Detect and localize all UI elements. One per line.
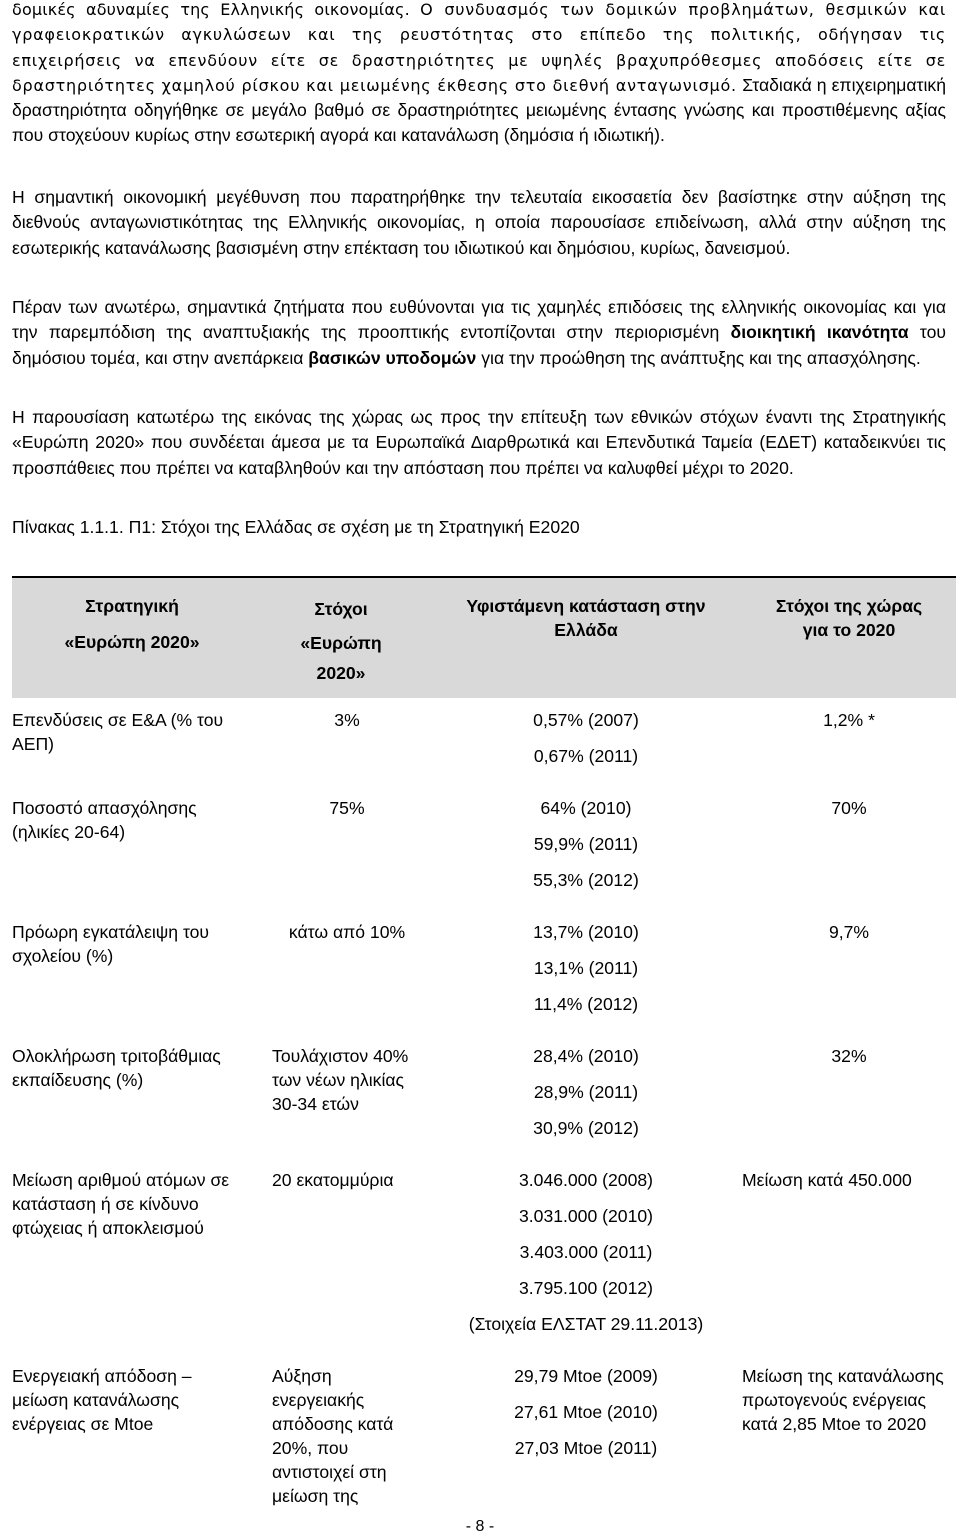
row-indicator: Επενδύσεις σε Ε&Α (% του ΑΕΠ) — [12, 710, 224, 754]
row-current: 13,7% (2010) 13,1% (2011) 11,4% (2012) — [533, 922, 639, 1014]
row-current: 3.046.000 (2008) 3.031.000 (2010) 3.403.000 (2011) 3.795.100 (2012) (Στοιχεία ΕΛΣΤΑΤ 29.11.2013) — [468, 1170, 704, 1334]
row-current: 28,4% (2010) 28,9% (2011) 30,9% (2012) — [533, 1046, 639, 1138]
table-caption: Πίνακας 1.1.1. Π1: Στόχοι της Ελλάδας σε σχέση με τη Στρατηγική Ε2020 — [12, 517, 580, 537]
page-number: - 8 - — [465, 1518, 495, 1535]
row-indicator: Μείωση αριθμού ατόμων σε κατάσταση ή σε κίνδυνο φτώχειας ή αποκλεισμού — [12, 1170, 230, 1238]
row-eu-target: 75% — [329, 798, 365, 818]
issues-text-3: για την προώθηση της ανάπτυξης και της απασχόλησης. — [481, 347, 921, 368]
table-row — [12, 910, 956, 1034]
row-eu-target: 3% — [334, 710, 360, 730]
issues-bold-infra: βασικών υποδομών — [308, 347, 477, 368]
goals-table — [12, 576, 956, 1526]
paragraph-growth: Η σημαντική οικονομική μεγέθυνση που παρατηρήθηκε την τελευταία εικοσαετία δεν βασίστηκε στην αύξηση της διεθνούς ανταγωνιστικότητας της Ελληνικής οικονομίας, η οποία παρουσίασε επιδείνωση, αλλά στην αύξηση της εσωτερικής κατανάλωσης βασισμένη στην επέκταση του ιδιωτικού και δημόσιου, κυρίως, δανεισμού. — [12, 187, 946, 258]
row-eu-target: Αύξηση ενεργειακής απόδοσης κατά 20%, που αντιστοιχεί στη μείωση της — [272, 1366, 394, 1506]
table-header-row — [12, 577, 956, 698]
header-eu-targets: Στόχοι «Ευρώπη 2020» — [252, 577, 430, 698]
row-indicator: Ολοκλήρωση τριτοβάθμιας εκπαίδευσης (%) — [12, 1046, 221, 1090]
issues-text-2: του δημόσιου τομέα, και στην ανεπάρκεια — [12, 322, 947, 368]
table-row — [12, 1034, 956, 1158]
issues-text-1: Πέραν των ανωτέρω, σημαντικά ζητήματα που ευθύνονται για τις χαμηλές επιδόσεις της ελληνικής οικονομίας και για την παρεμπόδιση της αναπτυξιακής της προοπτικής εντοπίζονται στην περιορισμένη — [12, 297, 946, 343]
table-row — [12, 1158, 956, 1354]
issues-bold-admin: διοικητική ικανότητα — [730, 322, 909, 343]
intro-paragraph — [12, 0, 946, 149]
paragraph-presentation: Η παρουσίαση κατωτέρω της εικόνας της χώρας ως προς την επίτευξη των εθνικών στόχων έναντι της Στρατηγικής «Ευρώπη 2020» που συνδέεται άμεσα με τα Ευρωπαϊκά Διαρθρωτικά και Επενδυτικά Ταμεία (ΕΔΕΤ) καταδεικνύει τις προσπάθειες που πρέπει να καταβληθούν και την απόσταση που πρέπει να καλυφθεί μέχρι το 2020. — [12, 407, 946, 478]
row-national-target: 1,2% * — [823, 710, 875, 730]
header-strategy: Στρατηγική «Ευρώπη 2020» — [12, 577, 252, 698]
row-eu-target: κάτω από 10% — [288, 922, 406, 942]
intro-continuation: Σταδιακά η επιχειρηματική δραστηριότητα οδηγήθηκε σε μεγάλο βαθμό σε δραστηριότητες μειωμένης έντασης γνώσης και προστιθέμενης αξίας που στοχεύουν κυρίως στην εσωτερική αγορά και κατανάλωση (δημόσια ή ιδιωτική). — [12, 74, 947, 146]
row-national-target: Μείωση κατά 450.000 — [742, 1170, 912, 1190]
row-current: 0,57% (2007) 0,67% (2011) — [533, 710, 639, 766]
row-indicator: Ποσοστό απασχόλησης (ηλικίες 20-64) — [12, 798, 197, 842]
table-row — [12, 786, 956, 910]
intro-fragment: δομικές αδυναμίες της Ελληνικής οικονομίας. — [12, 0, 410, 19]
row-indicator: Ενεργειακή απόδοση – μείωση κατανάλωσης ενέργειας σε Mtoe — [12, 1366, 192, 1434]
row-national-target: 32% — [831, 1046, 867, 1066]
row-current: 64% (2010) 59,9% (2011) 55,3% (2012) — [533, 798, 639, 890]
row-eu-target: Τουλάχιστον 40% των νέων ηλικίας 30-34 ετών — [272, 1046, 409, 1114]
row-national-target: 9,7% — [828, 922, 870, 942]
row-national-target: Μείωση της κατανάλωσης πρωτογενούς ενέργειας κατά 2,85 Mtoe το 2020 — [742, 1366, 944, 1434]
paragraph-issues — [12, 295, 946, 371]
header-current-status: Υφιστάμενη κατάσταση στην Ελλάδα — [430, 577, 742, 698]
row-indicator: Πρόωρη εγκατάλειψη του σχολείου (%) — [12, 922, 210, 966]
table-row — [12, 698, 956, 786]
table-row — [12, 1354, 956, 1526]
row-current: 29,79 Mtoe (2009) 27,61 Mtoe (2010) 27,03 Mtoe (2011) — [514, 1366, 658, 1458]
intro-rest: Ο συνδυασμός των δομικών προβλημάτων, θεσμικών και γραφειοκρατικών αγκυλώσεων και της ρευστότητας στο επίπεδο της πολιτικής, οδήγησαν τις επιχειρήσεις να επενδύουν είτε σε δραστηριότητες με υψηλές βραχυπρόθεσμες αποδόσεις είτε σε δραστηριότητες χαμηλού ρίσκου και μειωμένης έκθεσης στο διεθνή ανταγωνισμό. — [12, 0, 947, 95]
header-national-targets: Στόχοι της χώρας για το 2020 — [742, 577, 956, 698]
row-eu-target: 20 εκατομμύρια — [272, 1170, 394, 1190]
row-national-target: 70% — [831, 798, 867, 818]
